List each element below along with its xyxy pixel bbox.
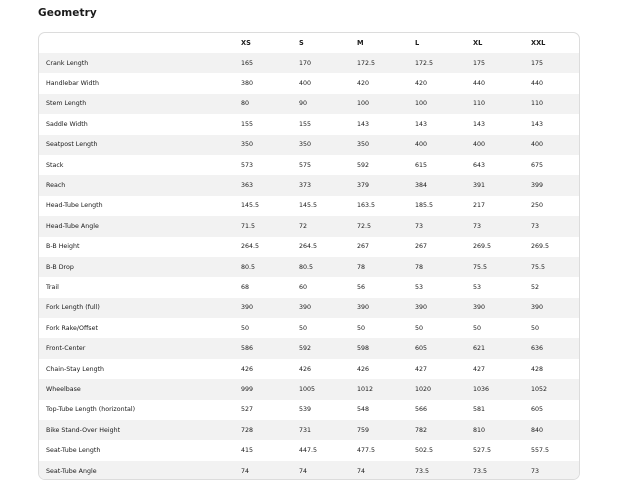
cell-value: 428 (531, 359, 580, 379)
table-row (39, 359, 580, 379)
cell-value: 155 (241, 114, 299, 134)
cell-value: 384 (415, 175, 473, 195)
header-size-m: M (357, 39, 364, 47)
cell-value: 264.5 (241, 237, 299, 257)
cell-value: 586 (241, 338, 299, 358)
cell-value: 615 (415, 155, 473, 175)
cell-value: 399 (531, 175, 580, 195)
cell-value: 73 (531, 216, 580, 236)
row-label: Wheelbase (39, 379, 241, 399)
row-label: B-B Height (39, 237, 241, 257)
row-label: Saddle Width (39, 114, 241, 134)
row-label: Front-Center (39, 338, 241, 358)
table-row (39, 155, 580, 175)
cell-value: 145.5 (299, 196, 357, 216)
cell-value: 400 (531, 135, 580, 155)
cell-value: 50 (531, 318, 580, 338)
cell-value: 163.5 (357, 196, 415, 216)
cell-value: 50 (415, 318, 473, 338)
cell-value: 447.5 (299, 440, 357, 460)
cell-value: 810 (473, 420, 531, 440)
cell-value: 400 (473, 135, 531, 155)
cell-value: 143 (531, 114, 580, 134)
cell-value: 759 (357, 420, 415, 440)
cell-value: 80.5 (241, 257, 299, 277)
cell-value: 566 (415, 400, 473, 420)
cell-value: 527.5 (473, 440, 531, 460)
cell-value: 1020 (415, 379, 473, 399)
table-row (39, 216, 580, 236)
table-row (39, 73, 580, 93)
cell-value: 440 (531, 73, 580, 93)
cell-value: 427 (415, 359, 473, 379)
cell-value: 74 (241, 461, 299, 480)
row-label: Seat-Tube Length (39, 440, 241, 460)
table-row (39, 461, 580, 480)
cell-value: 50 (473, 318, 531, 338)
row-label: B-B Drop (39, 257, 241, 277)
header-size-xs: XS (241, 39, 251, 47)
cell-value: 50 (299, 318, 357, 338)
cell-value: 592 (299, 338, 357, 358)
cell-value: 426 (299, 359, 357, 379)
cell-value: 731 (299, 420, 357, 440)
cell-value: 426 (357, 359, 415, 379)
cell-value: 73.5 (415, 461, 473, 480)
table-row (39, 175, 580, 195)
cell-value: 420 (415, 73, 473, 93)
row-label: Seat-Tube Angle (39, 461, 241, 480)
cell-value: 373 (299, 175, 357, 195)
cell-value: 575 (299, 155, 357, 175)
cell-value: 217 (473, 196, 531, 216)
cell-value: 1052 (531, 379, 580, 399)
cell-value: 175 (473, 53, 531, 73)
row-label: Top-Tube Length (horizontal) (39, 400, 241, 420)
cell-value: 100 (357, 94, 415, 114)
row-label: Fork Rake/Offset (39, 318, 241, 338)
cell-value: 143 (357, 114, 415, 134)
header-label-cell (39, 33, 241, 53)
cell-value: 170 (299, 53, 357, 73)
table-row (39, 420, 580, 440)
table-row (39, 237, 580, 257)
cell-value: 250 (531, 196, 580, 216)
cell-value: 78 (357, 257, 415, 277)
cell-value: 400 (415, 135, 473, 155)
cell-value: 52 (531, 277, 580, 297)
cell-value: 999 (241, 379, 299, 399)
cell-value: 502.5 (415, 440, 473, 460)
header-size-xl: XL (473, 39, 483, 47)
cell-value: 427 (473, 359, 531, 379)
cell-value: 573 (241, 155, 299, 175)
cell-value: 621 (473, 338, 531, 358)
cell-value: 80 (241, 94, 299, 114)
header-row (39, 33, 580, 53)
cell-value: 390 (531, 298, 580, 318)
cell-value: 68 (241, 277, 299, 297)
cell-value: 90 (299, 94, 357, 114)
cell-value: 643 (473, 155, 531, 175)
row-label: Handlebar Width (39, 73, 241, 93)
cell-value: 71.5 (241, 216, 299, 236)
row-label: Reach (39, 175, 241, 195)
cell-value: 100 (415, 94, 473, 114)
cell-value: 145.5 (241, 196, 299, 216)
table-row (39, 338, 580, 358)
cell-value: 350 (241, 135, 299, 155)
cell-value: 264.5 (299, 237, 357, 257)
cell-value: 72.5 (357, 216, 415, 236)
row-label: Stack (39, 155, 241, 175)
row-label: Stem Length (39, 94, 241, 114)
cell-value: 73 (415, 216, 473, 236)
cell-value: 73 (531, 461, 580, 480)
geometry-table-card (38, 32, 580, 480)
cell-value: 75.5 (531, 257, 580, 277)
row-label: Trail (39, 277, 241, 297)
table-row (39, 318, 580, 338)
cell-value: 527 (241, 400, 299, 420)
cell-value: 420 (357, 73, 415, 93)
cell-value: 78 (415, 257, 473, 277)
cell-value: 185.5 (415, 196, 473, 216)
row-label: Fork Length (full) (39, 298, 241, 318)
cell-value: 80.5 (299, 257, 357, 277)
cell-value: 400 (299, 73, 357, 93)
cell-value: 143 (415, 114, 473, 134)
cell-value: 391 (473, 175, 531, 195)
cell-value: 75.5 (473, 257, 531, 277)
cell-value: 840 (531, 420, 580, 440)
cell-value: 172.5 (357, 53, 415, 73)
cell-value: 269.5 (473, 237, 531, 257)
table-row (39, 440, 580, 460)
cell-value: 1012 (357, 379, 415, 399)
cell-value: 675 (531, 155, 580, 175)
cell-value: 165 (241, 53, 299, 73)
cell-value: 175 (531, 53, 580, 73)
row-label: Chain-Stay Length (39, 359, 241, 379)
cell-value: 172.5 (415, 53, 473, 73)
cell-value: 363 (241, 175, 299, 195)
table-row (39, 94, 580, 114)
cell-value: 539 (299, 400, 357, 420)
cell-value: 74 (299, 461, 357, 480)
cell-value: 728 (241, 420, 299, 440)
header-size-xxl: XXL (531, 39, 546, 47)
row-label: Crank Length (39, 53, 241, 73)
cell-value: 426 (241, 359, 299, 379)
cell-value: 390 (299, 298, 357, 318)
cell-value: 73.5 (473, 461, 531, 480)
row-label: Seatpost Length (39, 135, 241, 155)
cell-value: 350 (299, 135, 357, 155)
cell-value: 60 (299, 277, 357, 297)
cell-value: 73 (473, 216, 531, 236)
table-row (39, 379, 580, 399)
table-body (39, 53, 580, 480)
cell-value: 110 (473, 94, 531, 114)
table-row (39, 196, 580, 216)
table-row (39, 114, 580, 134)
table-row (39, 257, 580, 277)
cell-value: 548 (357, 400, 415, 420)
cell-value: 267 (357, 237, 415, 257)
table-row (39, 400, 580, 420)
cell-value: 390 (473, 298, 531, 318)
row-label: Head-Tube Length (39, 196, 241, 216)
cell-value: 379 (357, 175, 415, 195)
header-size-s: S (299, 39, 304, 47)
geometry-table (39, 33, 580, 480)
cell-value: 605 (415, 338, 473, 358)
cell-value: 1005 (299, 379, 357, 399)
cell-value: 477.5 (357, 440, 415, 460)
cell-value: 390 (357, 298, 415, 318)
cell-value: 557.5 (531, 440, 580, 460)
cell-value: 390 (241, 298, 299, 318)
cell-value: 782 (415, 420, 473, 440)
table-row (39, 135, 580, 155)
cell-value: 598 (357, 338, 415, 358)
cell-value: 636 (531, 338, 580, 358)
cell-value: 269.5 (531, 237, 580, 257)
table-row (39, 53, 580, 73)
cell-value: 1036 (473, 379, 531, 399)
cell-value: 53 (473, 277, 531, 297)
cell-value: 53 (415, 277, 473, 297)
cell-value: 56 (357, 277, 415, 297)
cell-value: 390 (415, 298, 473, 318)
cell-value: 267 (415, 237, 473, 257)
page-title: Geometry (38, 7, 97, 19)
cell-value: 110 (531, 94, 580, 114)
table-row (39, 298, 580, 318)
cell-value: 380 (241, 73, 299, 93)
table-row (39, 277, 580, 297)
cell-value: 581 (473, 400, 531, 420)
cell-value: 605 (531, 400, 580, 420)
cell-value: 74 (357, 461, 415, 480)
row-label: Head-Tube Angle (39, 216, 241, 236)
cell-value: 143 (473, 114, 531, 134)
row-label: Bike Stand-Over Height (39, 420, 241, 440)
cell-value: 50 (357, 318, 415, 338)
cell-value: 72 (299, 216, 357, 236)
cell-value: 50 (241, 318, 299, 338)
cell-value: 440 (473, 73, 531, 93)
cell-value: 155 (299, 114, 357, 134)
header-size-l: L (415, 39, 420, 47)
cell-value: 350 (357, 135, 415, 155)
cell-value: 415 (241, 440, 299, 460)
cell-value: 592 (357, 155, 415, 175)
